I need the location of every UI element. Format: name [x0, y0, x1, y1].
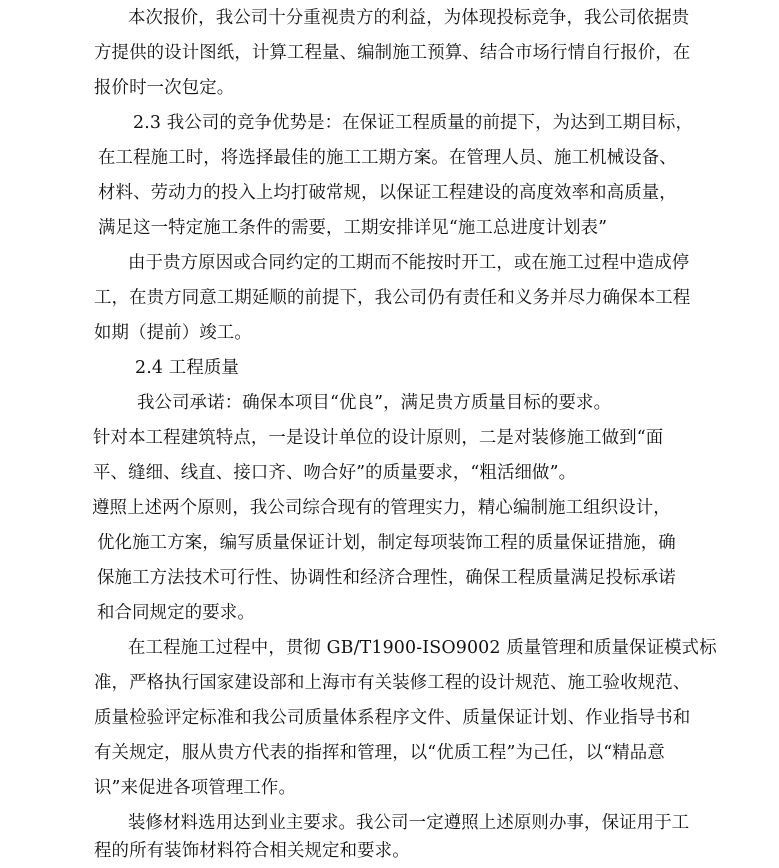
text-line: 我公司承诺：确保本项目“优良”，满足贵方质量目标的要求。 — [137, 393, 612, 413]
text-line: 在工程施工过程中，贯彻 GB/T1900-ISO9002 质量管理和质量保证模式标 — [128, 638, 717, 658]
text-line: 工，在贵方同意工期延顺的前提下，我公司仍有责任和义务并尽力确保本工程 — [94, 288, 691, 308]
text-line: 材料、劳动力的投入上均打破常规，以保证工程建设的高度效率和高质量， — [98, 183, 677, 203]
text-line: 和合同规定的要求。 — [97, 603, 255, 623]
text-line: 遵照上述两个原则，我公司综合现有的管理实力，精心编制施工组织设计， — [92, 498, 671, 518]
text-line: 平、缝细、线直、接口齐、吻合好”的质量要求，“粗活细做”。 — [93, 463, 577, 483]
text-line: 保施工方法技术可行性、协调性和经济合理性，确保工程质量满足投标承诺 — [97, 568, 676, 588]
text-line: 由于贵方原因或合同约定的工期而不能按时开工，或在施工过程中造成停 — [128, 253, 690, 273]
text-line: 装修材料选用达到业主要求。我公司一定遵照上述原则办事，保证用于工 — [128, 813, 690, 833]
text-line: 针对本工程建筑特点，一是设计单位的设计原则，二是对装修施工做到“面 — [93, 428, 664, 448]
text-line: 有关规定，服从贵方代表的指挥和管理，以“优质工程”为己任，以“精品意 — [94, 743, 665, 763]
text-line: 在工程施工时，将选择最佳的施工工期方案。在管理人员、施工机械设备、 — [98, 148, 677, 168]
text-line: 满足这一特定施工条件的需要，工期安排详见“施工总进度计划表” — [98, 218, 608, 238]
text-line: 方提供的设计图纸，计算工程量、编制施工预算、结合市场行情自行报价，在 — [94, 43, 691, 63]
text-line: 质量检验评定标准和我公司质量体系程序文件、质量保证计划、作业指导书和 — [94, 708, 691, 728]
text-line: 如期（提前）竣工。 — [94, 323, 252, 343]
text-line: 优化施工方案，编写质量保证计划，制定每项装饰工程的质量保证措施，确 — [97, 533, 676, 553]
text-line: 报价时一次包定。 — [94, 78, 235, 98]
text-line: 本次报价，我公司十分重视贵方的利益，为体现投标竞争，我公司依据贵 — [128, 8, 690, 28]
text-line: 2.3 我公司的竞争优势是：在保证工程质量的前提下，为达到工期目标， — [133, 113, 694, 133]
section-heading: 2.4 工程质量 — [135, 358, 239, 378]
text-line: 程的所有装饰材料符合相关规定和要求。 — [94, 841, 410, 861]
text-line: 识”来促进各项管理工作。 — [94, 778, 296, 798]
text-line: 准，严格执行国家建设部和上海市有关装修工程的设计规范、施工验收规范、 — [94, 673, 691, 693]
